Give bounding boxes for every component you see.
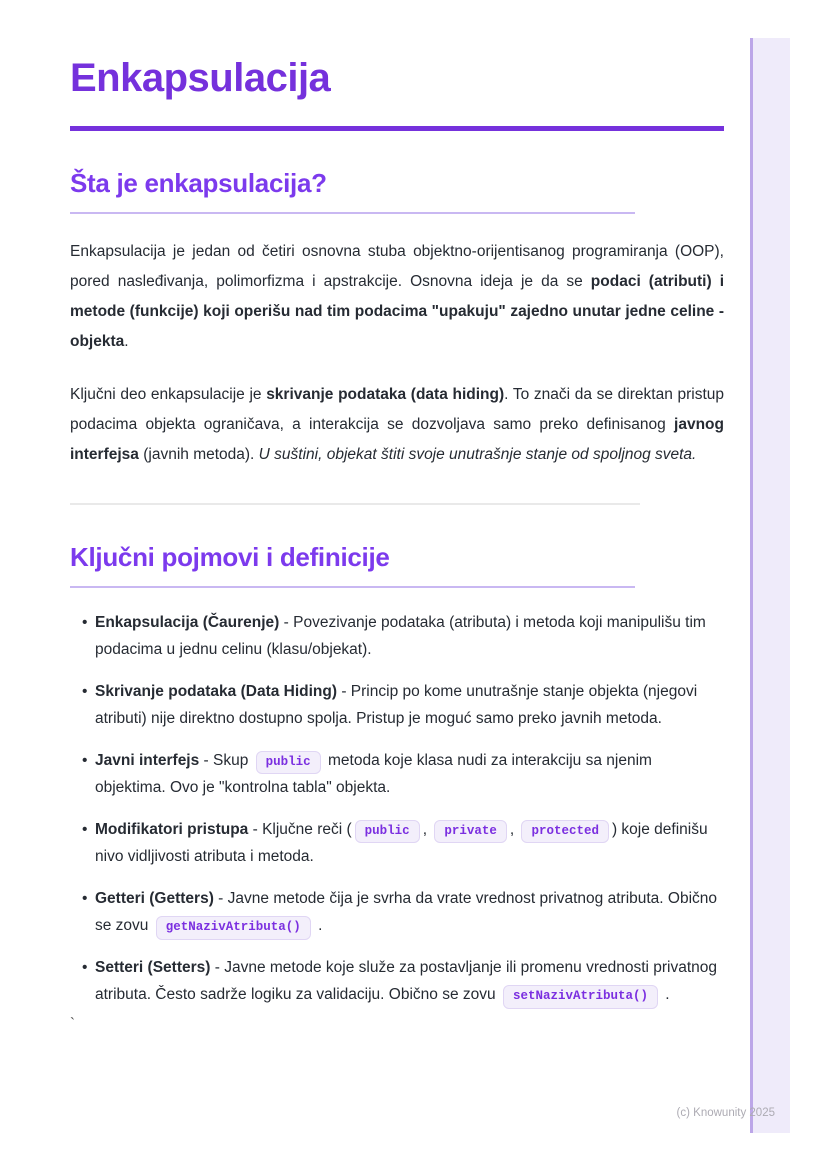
section-heading: Šta je enkapsulacija? [70, 168, 327, 198]
text-run: . To znači da se direktan pristup podacima objekta ograničava, a interakcija se dozvoljava samo preko definisanog [70, 385, 725, 433]
term-list-item [70, 816, 724, 871]
key-terms-list [70, 609, 724, 1009]
page-footer: (c) Knowunity 2025 [676, 1107, 775, 1119]
term-list-item [70, 678, 724, 733]
inline-code-chip: public [355, 820, 420, 843]
title-rule [70, 126, 724, 131]
section-what-is-encapsulation [70, 169, 724, 470]
term-list-item [70, 885, 724, 940]
text-run: - Princip po kome unutrašnje stanje objekta (njegovi atributi) nije direktno dostupno spolja. Pristup je moguć samo preko javnih metoda. [95, 682, 698, 728]
bold-text: Modifikatori pristupa [95, 820, 249, 838]
bold-text: Skrivanje podataka (Data Hiding) [95, 682, 338, 700]
text-run: . [124, 332, 129, 350]
text-run: . [660, 986, 670, 1004]
term-list-item [70, 609, 724, 664]
page-title: Enkapsulacija [70, 56, 331, 100]
text-run: - Javne metode koje služe za postavljanje ili promenu vrednosti privatnog atributa. Često sadrže logiku za validaciju. Obično se zovu [95, 958, 718, 1004]
section-divider [70, 503, 640, 505]
term-list-item [70, 954, 724, 1009]
term-list-item [70, 747, 724, 802]
text-run: - Ključne reči ( [248, 820, 352, 838]
section-heading: Ključni pojmovi i definicije [70, 541, 390, 572]
text-run: Ključni deo enkapsulacije je [70, 385, 267, 403]
bold-text: Setteri (Setters) [95, 958, 211, 976]
text-run: . [313, 917, 323, 935]
inline-code-chip: private [434, 820, 507, 843]
inline-code-chip: getNazivAtributa() [156, 916, 311, 939]
text-run: Enkapsulacija je jedan od četiri osnovna stuba objektno-orijentisanog programiranja (OOP), pored nasleđivanja, polimorfizma i apstrakcije. Osnovna ideja je da se [70, 242, 724, 290]
right-accent-bar [750, 38, 790, 1133]
stray-backtick: ` [70, 1014, 75, 1032]
text-run: - Javne metode čija je svrha da vrate vrednost privatnog atributa. Obično se zovu [95, 889, 718, 935]
section-heading-underline [70, 586, 635, 588]
inline-code-chip: setNazivAtributa() [503, 985, 658, 1008]
section-key-terms [70, 543, 724, 1009]
italic-text: U suštini, objekat štiti svoje unutrašnje stanje od spoljnog sveta. [258, 445, 697, 463]
text-run: , [509, 820, 519, 838]
text-run: , [422, 820, 432, 838]
inline-code-chip: protected [521, 820, 609, 843]
section-heading-underline [70, 212, 635, 214]
bold-text: Javni interfejs [95, 751, 200, 769]
text-run: ) koje definišu nivo vidljivosti atributa i metoda. [95, 820, 708, 866]
inline-code-chip: public [256, 751, 321, 774]
document-page [70, 0, 724, 1031]
paragraph [70, 237, 724, 357]
bold-text: podaci (atributi) i metode (funkcije) koji operišu nad tim podacima "upakuju" zajedno unutar jedne celine - objekta [70, 272, 725, 350]
bold-text: Enkapsulacija (Čaurenje) [95, 613, 280, 631]
text-run: - Skup [199, 751, 253, 769]
text-run: - Povezivanje podataka (atributa) i metoda koji manipulišu tim podacima u jednu celinu (klasu/objekat). [95, 613, 706, 659]
text-run: (javnih metoda). [138, 445, 259, 463]
text-run: metoda koje klasa nudi za interakciju sa njenim objektima. Ovo je "kontrolna tabla" objekta. [95, 751, 652, 797]
bold-text: Getteri (Getters) [95, 889, 214, 907]
paragraph [70, 380, 724, 470]
bold-text: skrivanje podataka (data hiding) [266, 385, 505, 403]
bold-text: javnog interfejsa [70, 415, 724, 463]
